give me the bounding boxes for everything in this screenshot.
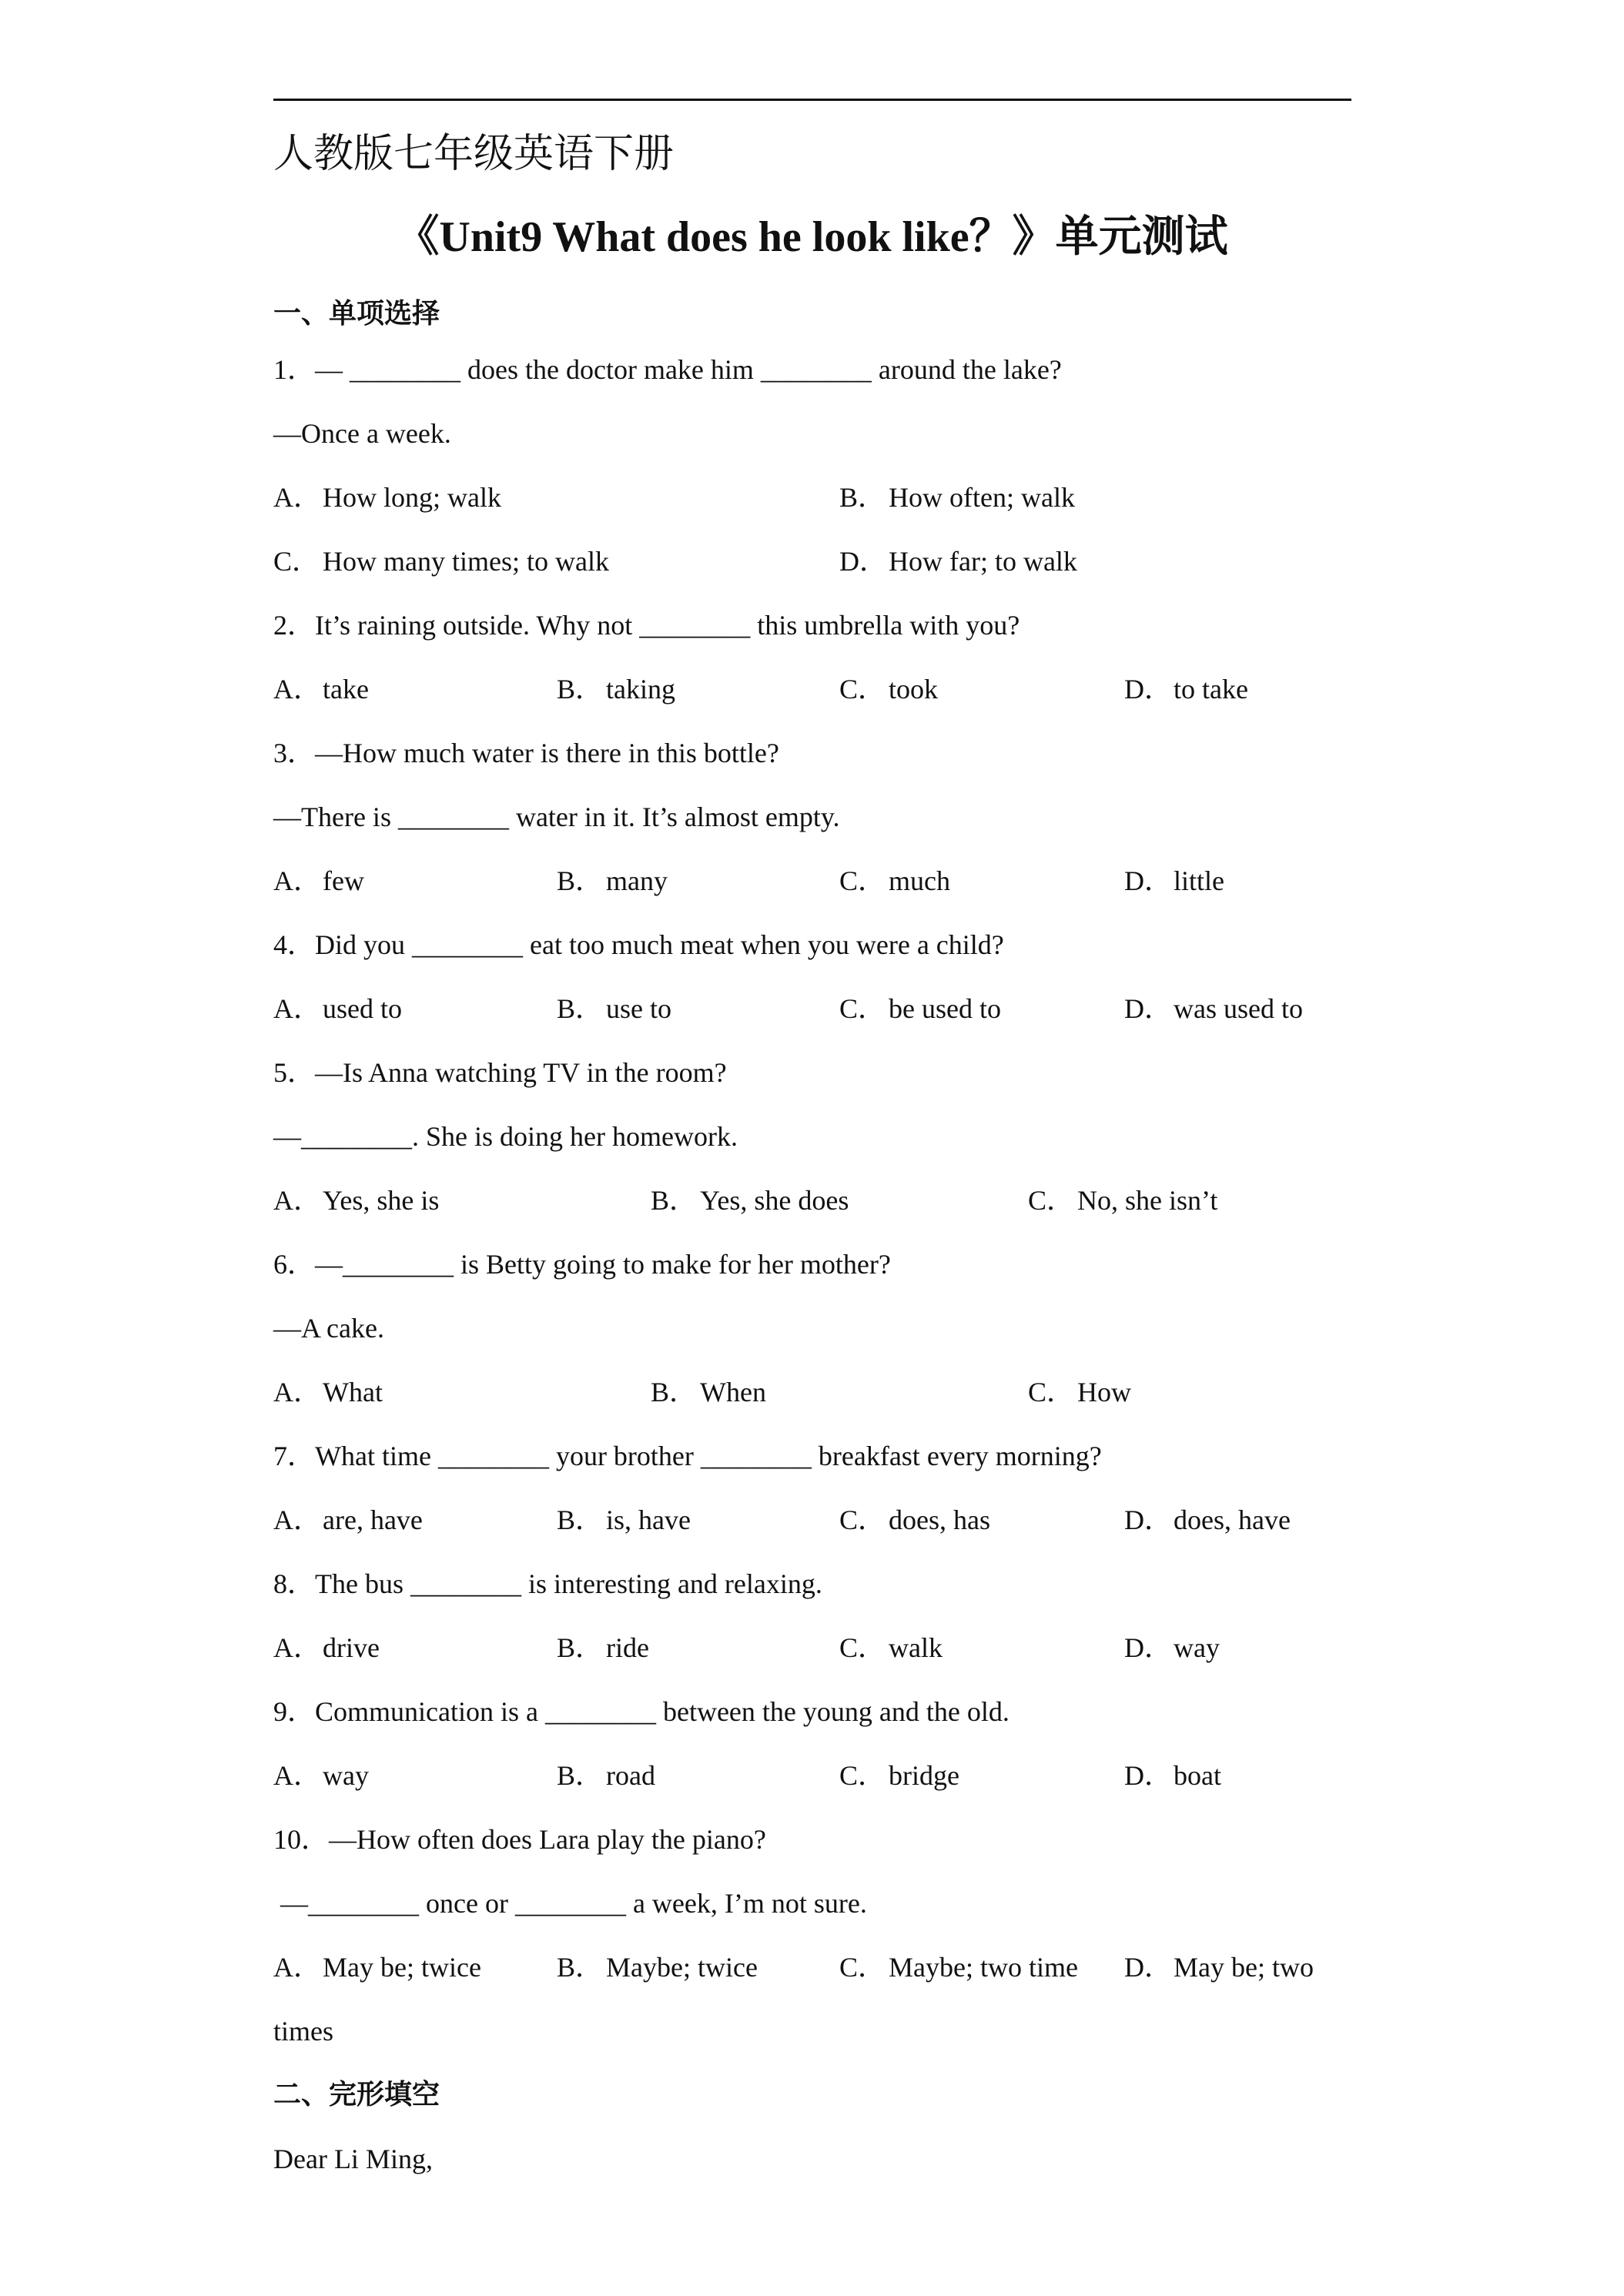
question-3-answer-line: —There is ________ water in it. It’s almost empty. (273, 802, 840, 832)
question-5-stem: 5．—Is Anna watching TV in the room? (273, 1057, 727, 1088)
question-2-option-d: D．to take (1124, 674, 1248, 705)
question-1-option-a: A．How long; walk (273, 482, 501, 513)
question-10-answer-line: —________ once or ________ a week, I’m not sure. (273, 1888, 867, 1919)
question-8-option-a: A．drive (273, 1632, 380, 1663)
question-1-option-b: B． How often; walk (839, 482, 1075, 513)
question-4-option-d: D．was used to (1124, 993, 1303, 1024)
test-title: 《Unit9 What does he look like？》单元测试 (396, 213, 1228, 261)
question-2-option-c: C． took (839, 674, 939, 705)
question-10-option-c: C． Maybe; two time (839, 1952, 1078, 1983)
question-7-stem: 7．What time ________ your brother ________ breakfast every morning? (273, 1441, 1102, 1471)
question-4-option-c: C． be used to (839, 993, 1001, 1024)
question-7-option-c: C． does, has (839, 1504, 990, 1535)
question-9-option-a: A．way (273, 1760, 369, 1791)
question-10-option-d: D．May be; two (1124, 1952, 1314, 1983)
question-6-option-c: C． How (1028, 1377, 1131, 1407)
question-1-stem: 1．— ________ does the doctor make him ________ around the lake? (273, 354, 1062, 385)
question-5-answer-line: —________. She is doing her homework. (273, 1121, 738, 1152)
question-5-option-c: C． No, she isn’t (1028, 1185, 1218, 1216)
question-8-option-b: B． ride (557, 1632, 649, 1663)
question-5-option-b: B． Yes, she does (651, 1185, 849, 1216)
question-10-option-d-wrap: times (273, 2016, 333, 2047)
question-3-option-c: C． much (839, 865, 950, 896)
question-5-option-a: A．Yes, she is (273, 1185, 440, 1216)
question-3-stem: 3．—How much water is there in this bottle? (273, 738, 779, 768)
question-6-option-a: A．What (273, 1377, 383, 1407)
question-4-stem: 4．Did you ________ eat too much meat when you were a child? (273, 929, 1004, 960)
question-1-option-d: D．How far; to walk (839, 546, 1077, 577)
question-2-option-a: A．take (273, 674, 369, 705)
question-6-answer-line: —A cake. (273, 1313, 384, 1344)
question-6-stem: 6．—________ is Betty going to make for her mother? (273, 1249, 891, 1280)
question-6-option-b: B． When (651, 1377, 766, 1407)
question-7-option-b: B． is, have (557, 1504, 691, 1535)
publisher-line: 人教版七年级英语下册 (273, 131, 675, 177)
question-10-stem: 10．—How often does Lara play the piano? (273, 1824, 766, 1855)
question-7-option-a: A．are, have (273, 1504, 423, 1535)
question-1-option-c: C． How many times; to walk (273, 546, 609, 577)
question-7-option-d: D．does, have (1124, 1504, 1291, 1535)
question-10-option-a: A．May be; twice (273, 1952, 481, 1983)
question-2-stem: 2．It’s raining outside. Why not ________ this umbrella with you? (273, 610, 1020, 641)
question-9-stem: 9．Communication is a ________ between the young and the old. (273, 1696, 1010, 1727)
question-9-option-b: B． road (557, 1760, 655, 1791)
question-10-option-b: B． Maybe; twice (557, 1952, 758, 1983)
section-heading-choice: 一、单项选择 (273, 298, 440, 330)
question-9-option-c: C． bridge (839, 1760, 959, 1791)
question-2-option-b: B． taking (557, 674, 675, 705)
section-heading-cloze: 二、完形填空 (273, 2079, 440, 2110)
question-1-answer-line: —Once a week. (273, 418, 451, 449)
question-8-option-c: C． walk (839, 1632, 943, 1663)
question-3-option-d: D．little (1124, 865, 1224, 896)
question-8-option-d: D．way (1124, 1632, 1220, 1663)
question-3-option-b: B． many (557, 865, 668, 896)
header-rule (273, 99, 1351, 101)
cloze-greeting: Dear Li Ming, (273, 2144, 433, 2174)
question-4-option-a: A．used to (273, 993, 402, 1024)
question-4-option-b: B． use to (557, 993, 671, 1024)
question-9-option-d: D．boat (1124, 1760, 1221, 1791)
question-3-option-a: A．few (273, 865, 364, 896)
question-8-stem: 8．The bus ________ is interesting and relaxing. (273, 1568, 822, 1599)
